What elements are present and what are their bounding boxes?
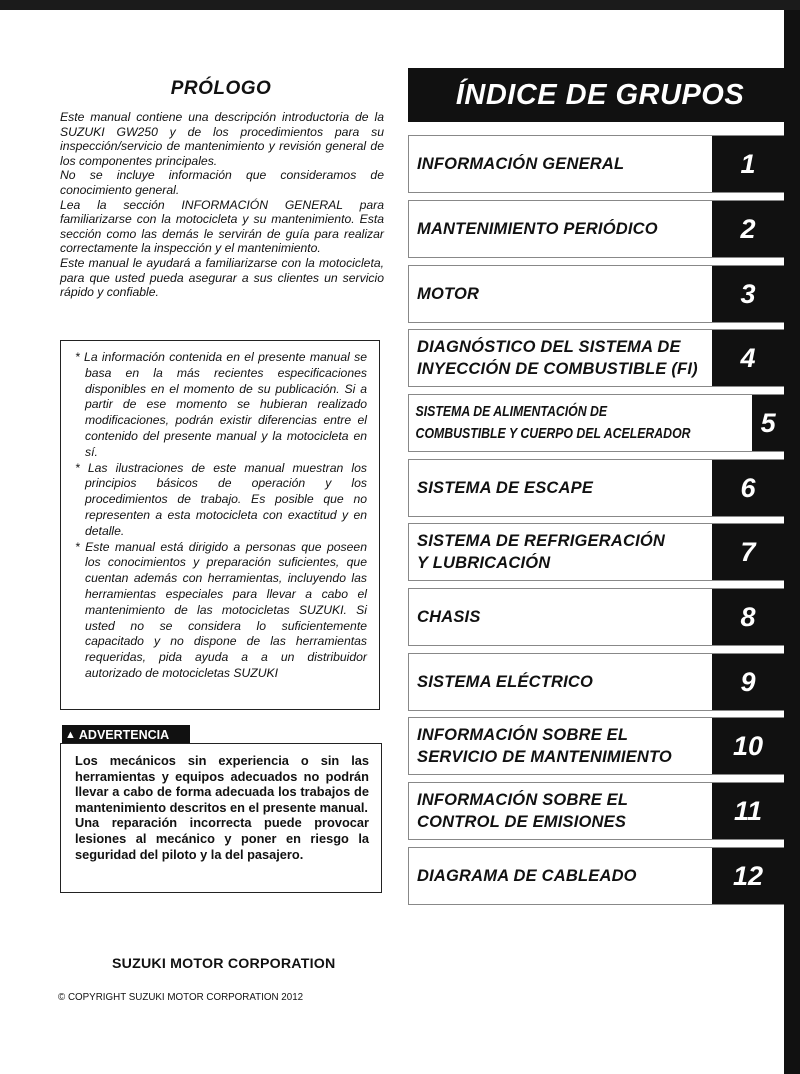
warning-paragraph: Los mecánicos sin experiencia o sin las herramientas y equipos adecuados no podrán llevar a cabo de forma adecuada los trabajos de mantenimiento descritos en el presente manual. (75, 753, 369, 815)
group-title: SISTEMA ELÉCTRICO (417, 673, 594, 691)
index-group-2[interactable] (408, 200, 784, 258)
group-number: 10 (712, 718, 784, 774)
prologue-paragraph: No se incluye información que consideramos de conocimiento general. (60, 168, 384, 197)
group-title-line: DIAGNÓSTICO DEL SISTEMA DE (417, 338, 681, 356)
group-label (409, 848, 712, 904)
prologue-paragraph: Este manual contiene una descripción introductoria de la SUZUKI GW250 y de los procedimientos para su inspección/servicio de mantenimiento y revisión general de los componentes principales. (60, 110, 384, 168)
group-title-line: INFORMACIÓN SOBRE EL (417, 791, 629, 809)
group-number: 7 (712, 524, 784, 580)
group-label (409, 460, 712, 516)
group-number: 3 (712, 266, 784, 322)
index-group-9[interactable] (408, 653, 784, 711)
group-title-line: SISTEMA DE ALIMENTACIÓN DE (415, 403, 608, 420)
group-label (409, 395, 691, 451)
group-number: 11 (712, 783, 784, 839)
warning-label: ADVERTENCIA (78, 727, 170, 742)
warning-triangle-icon: ▲ (65, 728, 76, 741)
group-number: 1 (712, 136, 784, 192)
note-item: * Este manual está dirigido a personas que poseen los conocimientos y preparación suficientes, que cuentan además con herramientas, incluyendo las herramientas especiales para llevar a cabo el mantenimiento de las motocicletas SUZUKI. Si usted no se considera lo suficientemente capacitado y no dispone de las herramientas requeridas, pida ayuda a a un distribuidor autorizado de motocicletas SUZUKI (75, 539, 367, 680)
group-number: 2 (712, 201, 784, 257)
group-number: 9 (712, 654, 784, 710)
right-border (784, 10, 800, 1074)
warning-badge (62, 725, 190, 744)
group-title: DIAGRAMA DE CABLEADO (417, 867, 637, 885)
group-title: CHASIS (417, 608, 481, 626)
note-item: * La información contenida en el presente manual se basa en la más recientes especificaciones disponibles en el momento de su publicación. Si a partir de ese momento se hubieran realizado modificaciones, podrán existir diferencias entre el contenido del presente manual y la motocicleta en sí. (75, 350, 367, 459)
group-number: 12 (712, 848, 784, 904)
index-group-8[interactable] (408, 588, 784, 646)
group-label (409, 266, 712, 322)
group-title-line: COMBUSTIBLE Y CUERPO DEL ACELERADOR (415, 425, 691, 442)
prologue-title: PRÓLOGO (170, 78, 272, 99)
group-label (409, 330, 712, 386)
group-number: 8 (712, 589, 784, 645)
index-group-10[interactable] (408, 717, 784, 775)
company-name: SUZUKI MOTOR CORPORATION (112, 956, 336, 972)
warning-paragraph: Una reparación incorrecta puede provocar lesiones al mecánico y poner en riesgo la seguridad del piloto y la del pasajero. (75, 815, 369, 862)
group-label (409, 589, 712, 645)
group-label (409, 524, 712, 580)
group-title-line: Y LUBRICACIÓN (417, 554, 551, 572)
group-label (409, 201, 712, 257)
group-title: MOTOR (417, 285, 480, 303)
top-border (0, 0, 800, 10)
index-group-12[interactable] (408, 847, 784, 905)
index-title: ÍNDICE DE GRUPOS (408, 68, 784, 122)
group-label (409, 783, 712, 839)
group-title: MANTENIMIENTO PERIÓDICO (417, 220, 658, 238)
warning-box (60, 743, 382, 893)
group-number: 5 (752, 395, 784, 451)
index-group-1[interactable] (408, 135, 784, 193)
group-title: SISTEMA DE ESCAPE (417, 479, 594, 497)
group-label (409, 136, 712, 192)
group-title-line: SERVICIO DE MANTENIMIENTO (417, 748, 672, 766)
notes-box (60, 340, 380, 710)
group-title-line: INFORMACIÓN SOBRE EL (417, 726, 629, 744)
prologue-text (60, 110, 384, 300)
group-title-line: CONTROL DE EMISIONES (417, 813, 627, 831)
prologue-paragraph: Este manual le ayudará a familiarizarse con la motocicleta, para que usted pueda asegurar a sus clientes un servicio rápido y confiable. (60, 255, 384, 300)
group-title-line: SISTEMA DE REFRIGERACIÓN (417, 532, 666, 550)
index-group-7[interactable] (408, 523, 784, 581)
index-group-5[interactable] (408, 394, 784, 452)
note-item: * Las ilustraciones de este manual muestran los principios básicos de operación y los procedimientos de trabajo. Es posible que no representen a esta motocicleta con exactitud y en detalle. (75, 460, 367, 538)
group-number: 4 (712, 330, 784, 386)
index-group-4[interactable] (408, 329, 784, 387)
group-label (409, 718, 712, 774)
copyright-notice: © COPYRIGHT SUZUKI MOTOR CORPORATION 2012 (58, 992, 304, 1003)
group-label (409, 654, 712, 710)
group-number: 6 (712, 460, 784, 516)
prologue-paragraph: Lea la sección INFORMACIÓN GENERAL para familiarizarse con la motocicleta y su mantenimiento. Esta sección como las demás le servirán de guía para realizar correctamente la inspección y el mantenimiento. (60, 197, 384, 256)
group-title: INFORMACIÓN GENERAL (417, 155, 625, 173)
index-group-3[interactable] (408, 265, 784, 323)
group-title-line: INYECCIÓN DE COMBUSTIBLE (FI) (417, 360, 698, 378)
index-group-6[interactable] (408, 459, 784, 517)
index-group-11[interactable] (408, 782, 784, 840)
